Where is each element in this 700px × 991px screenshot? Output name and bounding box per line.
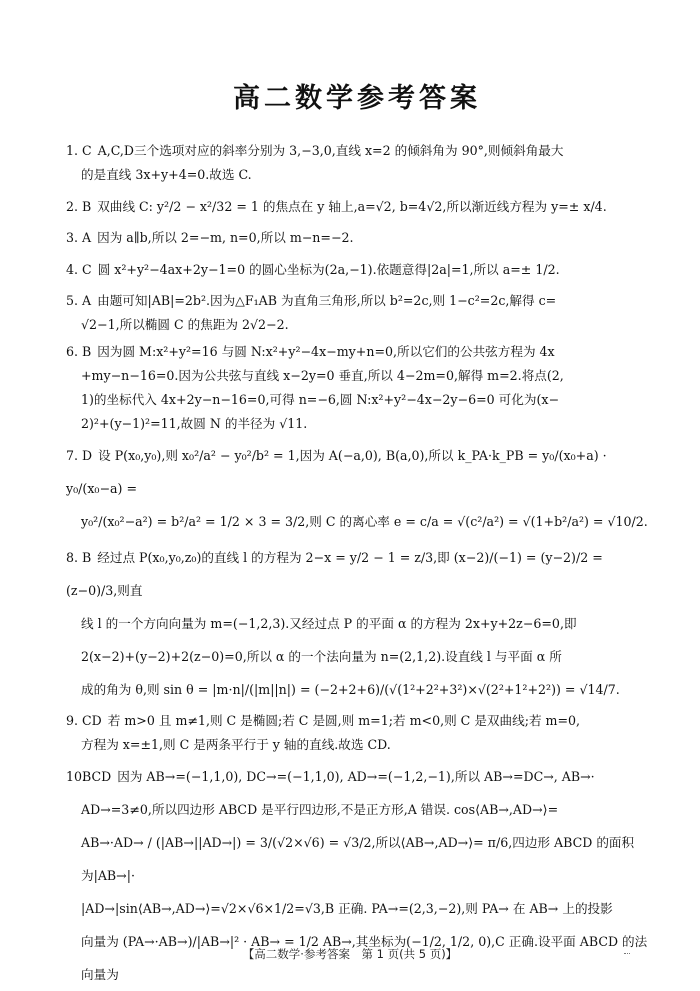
answer-item	[66, 439, 648, 538]
solution-line: 双曲线 C: y²/2 − x²/32 = 1 的焦点在 y 轴上,a=√2, b=4√2,所以渐近线方程为 y=± x/4.	[97, 199, 607, 214]
solution-line: 2(x−2)+(y−2)+2(z−0)=0,所以 α 的一个法向量为 n=(2,1,2).设直线 l 与平面 α 所	[81, 649, 562, 664]
solution-line: 由题可知|AB|=2b².因为△F₁AB 为直角三角形,所以 b²=2c,则 1−c²=2c,解得 c=	[97, 293, 557, 308]
answer-choice: B	[82, 550, 92, 565]
answer-choice: A	[82, 293, 92, 308]
answer-item	[66, 340, 648, 436]
answer-choice: D	[82, 448, 93, 463]
question-number: 4.	[66, 262, 79, 277]
answer-choice: C	[82, 143, 92, 158]
solution-line: 2)²+(y−1)²=11,故圆 N 的半径为 √11.	[81, 416, 308, 431]
solution-line: 1)的坐标代入 4x+2y−n−16=0,可得 n=−6,圆 N:x²+y²−4x−2y−6=0 可化为(x−	[81, 392, 560, 407]
page-footer: 【高二数学·参考答案 第 1 页(共 5 页)】	[242, 947, 458, 961]
answer-choice: B	[82, 199, 92, 214]
answer-item	[66, 253, 648, 286]
solution-line: 设 P(x₀,y₀),则 x₀²/a² − y₀²/b² = 1,因为 A(−a,0), B(a,0),所以 k_PA·k_PB = y₀/(x₀+a) · y₀/(x₀−a) =	[66, 448, 607, 496]
solution-line: 因为 a∥b,所以 2=−m, n=0,所以 m−n=−2.	[97, 230, 354, 245]
page-title: 高二数学参考答案	[233, 83, 481, 114]
answer-item	[66, 226, 648, 250]
answer-item	[66, 709, 648, 757]
solution-line: 圆 x²+y²−4ax+2y−1=0 的圆心坐标为(2a,−1).依题意得|2a|=1,所以 a=± 1/2.	[97, 262, 560, 277]
answer-choice: B	[82, 344, 92, 359]
answer-choice: BCD	[82, 769, 112, 784]
answer-choice: A	[82, 230, 92, 245]
solution-line: 向量为 (PA→·AB→)/|AB→|² · AB→ = 1/2 AB→,其坐标为(−1/2, 1/2, 0),C 正确.设平面 ABCD 的法向量为	[81, 934, 648, 982]
corner-mark	[624, 953, 630, 955]
answer-item	[66, 139, 648, 187]
answer-item	[66, 289, 648, 337]
solution-line: +my−n−16=0.因为公共弦与直线 x−2y=0 垂直,所以 4−2m=0,解得 m=2.将点(2,	[81, 368, 564, 383]
question-number: 7.	[66, 448, 79, 463]
question-number: 2.	[66, 199, 79, 214]
question-number: 10.	[66, 769, 87, 784]
question-number: 6.	[66, 344, 79, 359]
solution-line: AB→·AD→ / (|AB→||AD→|) = 3/(√2×√6) = √3/2,所以⟨AB→,AD→⟩= π/6,四边形 ABCD 的面积为|AB→|·	[81, 835, 635, 883]
question-number: 8.	[66, 550, 79, 565]
answer-item	[66, 190, 648, 223]
solution-line: 若 m>0 且 m≠1,则 C 是椭圆;若 C 是圆,则 m=1;若 m<0,则 C 是双曲线;若 m=0,	[107, 713, 581, 728]
solution-line: 因为 AB→=(−1,1,0), DC→=(−1,1,0), AD→=(−1,2,−1),所以 AB→=DC→, AB→·	[117, 769, 595, 784]
answer-choice: CD	[82, 713, 102, 728]
solution-line: 方程为 x=±1,则 C 是两条平行于 y 轴的直线.故选 CD.	[81, 737, 391, 752]
solution-line: |AD→|sin⟨AB→,AD→⟩=√2×√6×1/2=√3,B 正确. PA→=(2,3,−2),则 PA→ 在 AB→ 上的投影	[81, 901, 613, 916]
question-number: 9.	[66, 713, 79, 728]
solution-line: 因为圆 M:x²+y²=16 与圆 N:x²+y²−4x−my+n=0,所以它们的公共弦方程为 4x	[97, 344, 555, 359]
solution-line: √2−1,所以椭圆 C 的焦距为 2√2−2.	[81, 317, 289, 332]
solution-line: 的是直线 3x+y+4=0.故选 C.	[81, 167, 252, 182]
solution-line: A,C,D三个选项对应的斜率分别为 3,−3,0,直线 x=2 的倾斜角为 90°,则倾斜角最大	[97, 143, 564, 158]
question-number: 5.	[66, 293, 79, 308]
question-number: 3.	[66, 230, 79, 245]
answer-choice: C	[82, 262, 92, 277]
solution-line: AD→=3≠0,所以四边形 ABCD 是平行四边形,不是正方形,A 错误. cos⟨AB→,AD→⟩=	[81, 802, 559, 817]
question-number: 1.	[66, 143, 79, 158]
answer-item	[66, 541, 648, 706]
solution-line: 经过点 P(x₀,y₀,z₀)的直线 l 的方程为 2−x = y/2 − 1 = z/3,即 (x−2)/(−1) = (y−2)/2 = (z−0)/3,则直	[66, 550, 603, 598]
solution-line: 线 l 的一个方向向量为 m=(−1,2,3).又经过点 P 的平面 α 的方程为 2x+y+2z−6=0,即	[81, 616, 577, 631]
answer-list	[66, 139, 648, 991]
solution-line: y₀²/(x₀²−a²) = b²/a² = 1/2 × 3 = 3/2,则 C 的离心率 e = c/a = √(c²/a²) = √(1+b²/a²) = √10/2.	[81, 514, 648, 529]
solution-line: 成的角为 θ,则 sin θ = |m·n|/(|m||n|) = (−2+2+6)/(√(1²+2²+3²)×√(2²+1²+2²)) = √14/7.	[81, 682, 620, 697]
